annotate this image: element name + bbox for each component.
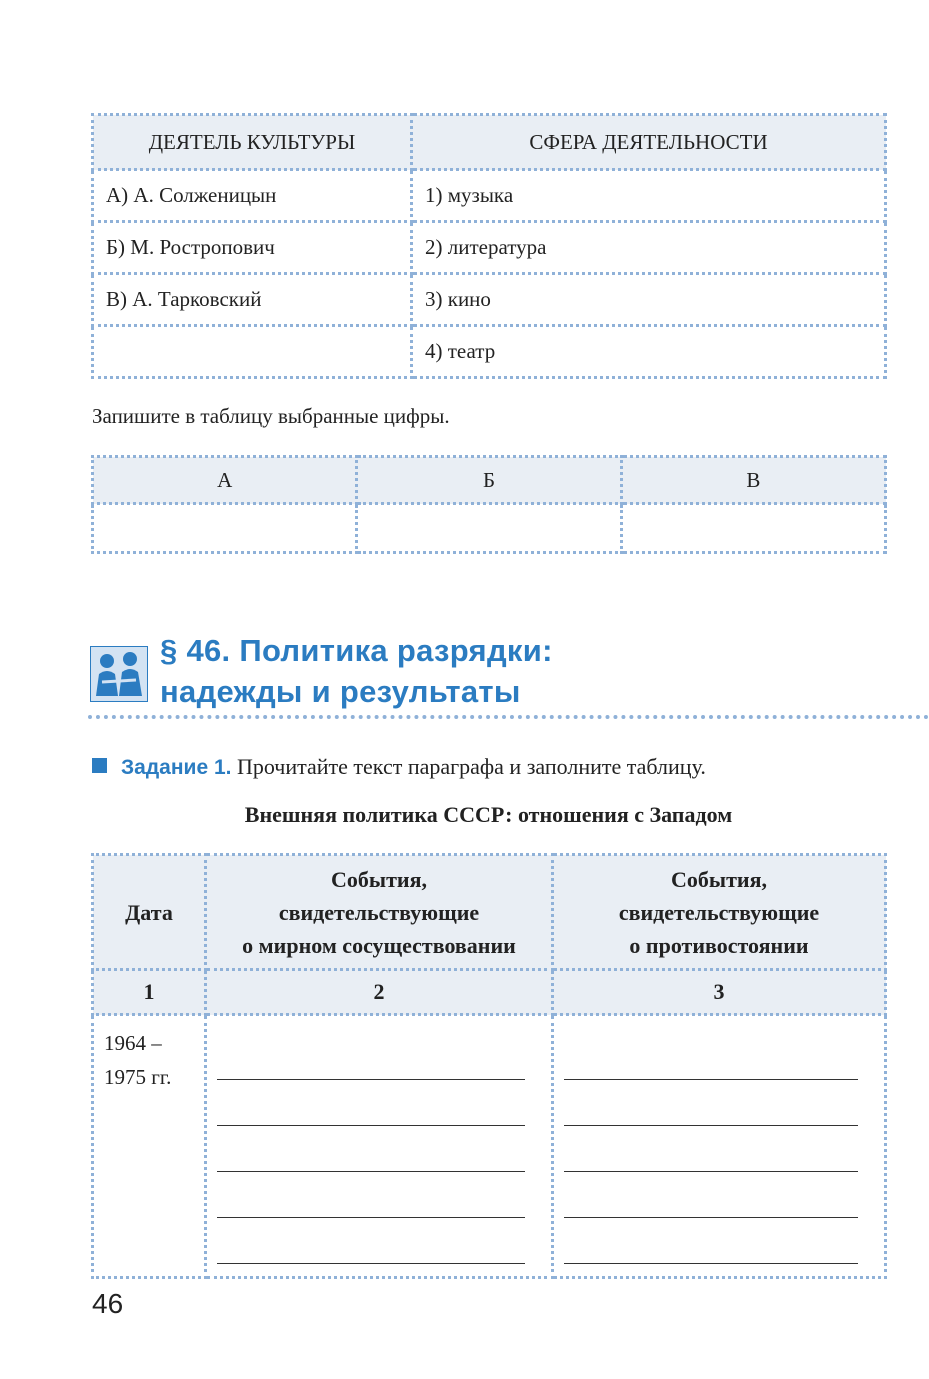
writing-line[interactable] (564, 1218, 858, 1264)
sphere-cell: 1) музыка (412, 170, 886, 222)
writing-line[interactable] (564, 1034, 858, 1080)
section-divider (88, 715, 929, 719)
sphere-cell: 2) литература (412, 222, 886, 274)
peaceful-events-cell[interactable] (206, 1015, 553, 1278)
answer-header-row (93, 457, 886, 504)
writing-line[interactable] (217, 1080, 525, 1126)
relations-table (91, 853, 887, 1279)
date-line: 1964 – (104, 1031, 162, 1055)
column-number: 3 (553, 970, 886, 1015)
answer-header-a: А (93, 457, 357, 504)
writing-line[interactable] (564, 1172, 858, 1218)
header-confrontation-line: События, (671, 866, 767, 892)
section-title-line1: § 46. Политика разрядки: (160, 633, 553, 668)
instruction-text: Запишите в таблицу выбранные цифры. (92, 404, 450, 428)
answer-cell-b[interactable] (357, 504, 621, 553)
header-peaceful-line: свидетельствующие (278, 899, 480, 925)
page-number: 46 (92, 1288, 124, 1319)
date-cell (93, 1015, 206, 1278)
figures-illustration-icon (90, 646, 148, 702)
header-confrontation (553, 855, 886, 970)
figure-cell (93, 326, 412, 378)
date-line: 1975 гг. (104, 1065, 172, 1089)
writing-line[interactable] (564, 1126, 858, 1172)
task-line (92, 754, 706, 780)
matching-table (91, 113, 887, 379)
header-date: Дата (93, 855, 206, 970)
figure-cell: В) А. Тарковский (93, 274, 412, 326)
task-label: Задание 1. (121, 756, 232, 779)
figure-cell: А) А. Солженицын (93, 170, 412, 222)
writing-line[interactable] (217, 1126, 525, 1172)
section-title-line2: надежды и результаты (160, 674, 521, 709)
header-confrontation-line: свидетельствующие (618, 899, 820, 925)
column-number: 1 (93, 970, 206, 1015)
table-row (93, 1015, 886, 1278)
table-row (93, 326, 886, 378)
figure-cell: Б) М. Ростропович (93, 222, 412, 274)
header-figure: ДЕЯТЕЛЬ КУЛЬТУРЫ (93, 115, 412, 170)
table-title (0, 802, 929, 828)
answer-cell-a[interactable] (93, 504, 357, 553)
table-row (93, 170, 886, 222)
sphere-cell: 3) кино (412, 274, 886, 326)
answer-table (91, 455, 887, 554)
answer-row (93, 504, 886, 553)
table-header-row (93, 115, 886, 170)
header-peaceful (206, 855, 553, 970)
header-peaceful-line: События, (331, 866, 427, 892)
writing-line[interactable] (217, 1218, 525, 1264)
column-number-row (93, 970, 886, 1015)
confrontation-events-cell[interactable] (553, 1015, 886, 1278)
writing-line[interactable] (564, 1080, 858, 1126)
answer-header-v: В (621, 457, 885, 504)
table-title-text: Внешняя политика СССР: отношения с Западом (244, 802, 733, 827)
answer-cell-v[interactable] (621, 504, 885, 553)
writing-line[interactable] (217, 1034, 525, 1080)
square-bullet-icon (92, 758, 107, 773)
answer-header-b: Б (357, 457, 621, 504)
writing-line[interactable] (217, 1172, 525, 1218)
sphere-cell: 4) театр (412, 326, 886, 378)
table-header-row (93, 855, 886, 970)
task-text: Прочитайте текст параграфа и заполните таблицу. (236, 754, 706, 779)
header-sphere: СФЕРА ДЕЯТЕЛЬНОСТИ (412, 115, 886, 170)
section-title (160, 630, 553, 712)
column-number: 2 (206, 970, 553, 1015)
table-row (93, 274, 886, 326)
table-row (93, 222, 886, 274)
header-confrontation-line: о противостоянии (629, 932, 809, 958)
header-peaceful-line: о мирном сосуществовании (242, 932, 516, 958)
